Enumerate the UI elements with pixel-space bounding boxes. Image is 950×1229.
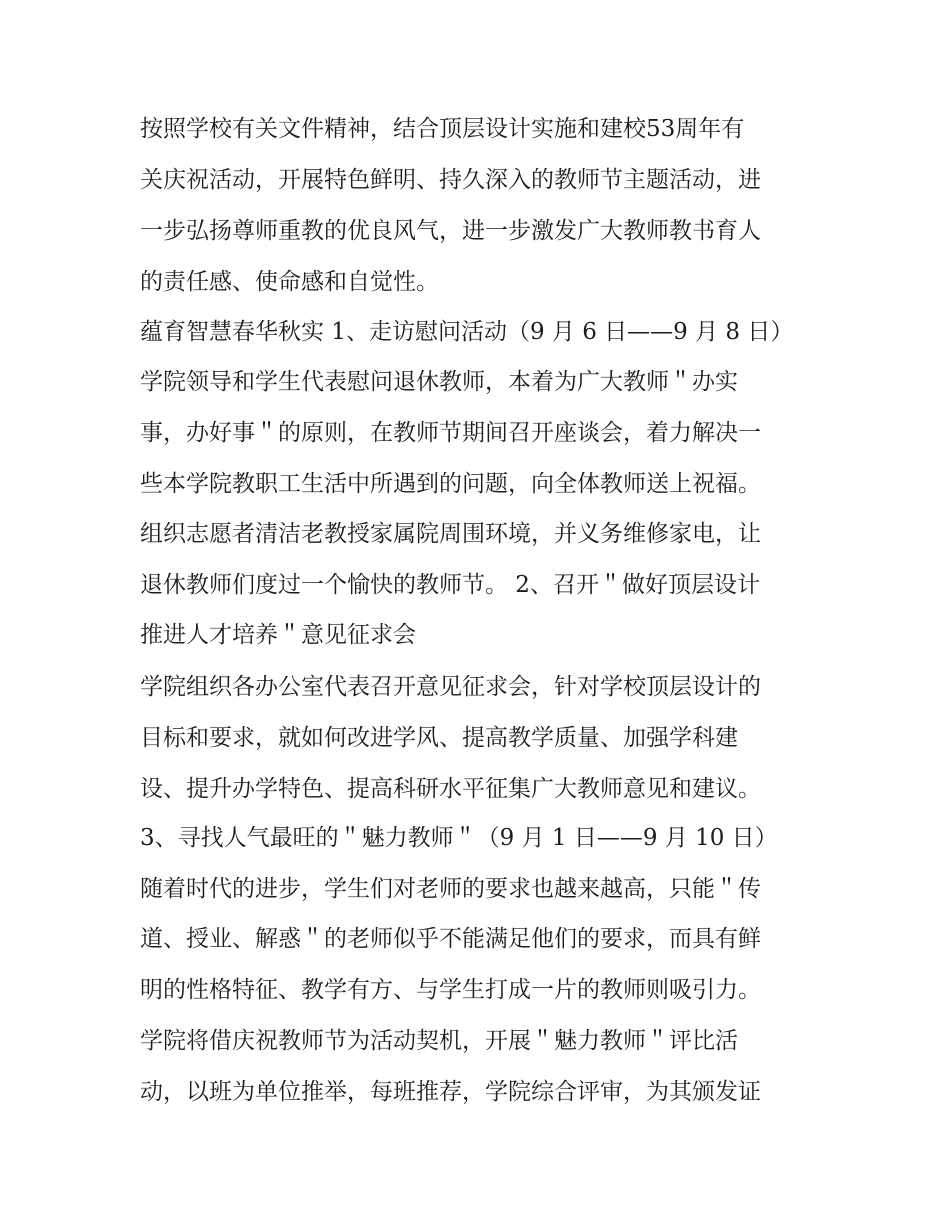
text-line: 蕴育智慧春华秋实 1、走访慰问活动（9 月 6 日——9 月 8 日）: [140, 319, 794, 345]
text-line: 退休教师们度过一个愉快的教师节。 2、召开＂做好顶层设计: [140, 572, 760, 598]
text-line: 些本学院教职工生活中所遇到的问题，向全体教师送上祝福。: [140, 471, 761, 497]
text-line: 学院组织各办公室代表召开意见征求会，针对学校顶层设计的: [140, 674, 761, 700]
text-line: 学院领导和学生代表慰问退休教师，本着为广大教师＂办实: [140, 369, 738, 395]
text-line: 目标和要求，就如何改进学风、提高教学质量、加强学科建: [140, 725, 738, 751]
text-line: 道、授业、解惑＂的老师似乎不能满足他们的要求，而具有鲜: [140, 926, 761, 952]
text-line: 动，以班为单位推举，每班推荐，学院综合评审，为其颁发证: [140, 1079, 761, 1105]
text-line: 随着时代的进步，学生们对老师的要求也越来越高，只能＂传: [140, 876, 761, 902]
text-line: 的责任感、使命感和自觉性。: [140, 269, 439, 295]
text-line: 3、寻找人气最旺的＂魅力教师＂（9 月 1 日——9 月 10 日）: [140, 825, 778, 851]
text-line: 一步弘扬尊师重教的优良风气，进一步激发广大教师教书育人: [140, 218, 761, 244]
text-line: 学院将借庆祝教师节为活动契机，开展＂魅力教师＂评比活: [140, 1028, 738, 1054]
text-line: 按照学校有关文件精神，结合顶层设计实施和建校53周年有: [140, 116, 745, 142]
text-line: 设、提升办学特色、提高科研水平征集广大教师意见和建议。: [140, 776, 761, 802]
text-line: 组织志愿者清洁老教授家属院周围环境，并义务维修家电，让: [140, 521, 761, 547]
text-line: 事，办好事＂的原则，在教师节期间召开座谈会，着力解决一: [140, 420, 761, 446]
text-line: 关庆祝活动，开展特色鲜明、持久深入的教师节主题活动，进: [140, 167, 761, 193]
text-line: 推进人才培养＂意见征求会: [140, 622, 416, 648]
text-line: 明的性格特征、教学有方、与学生打成一片的教师则吸引力。: [140, 977, 761, 1003]
